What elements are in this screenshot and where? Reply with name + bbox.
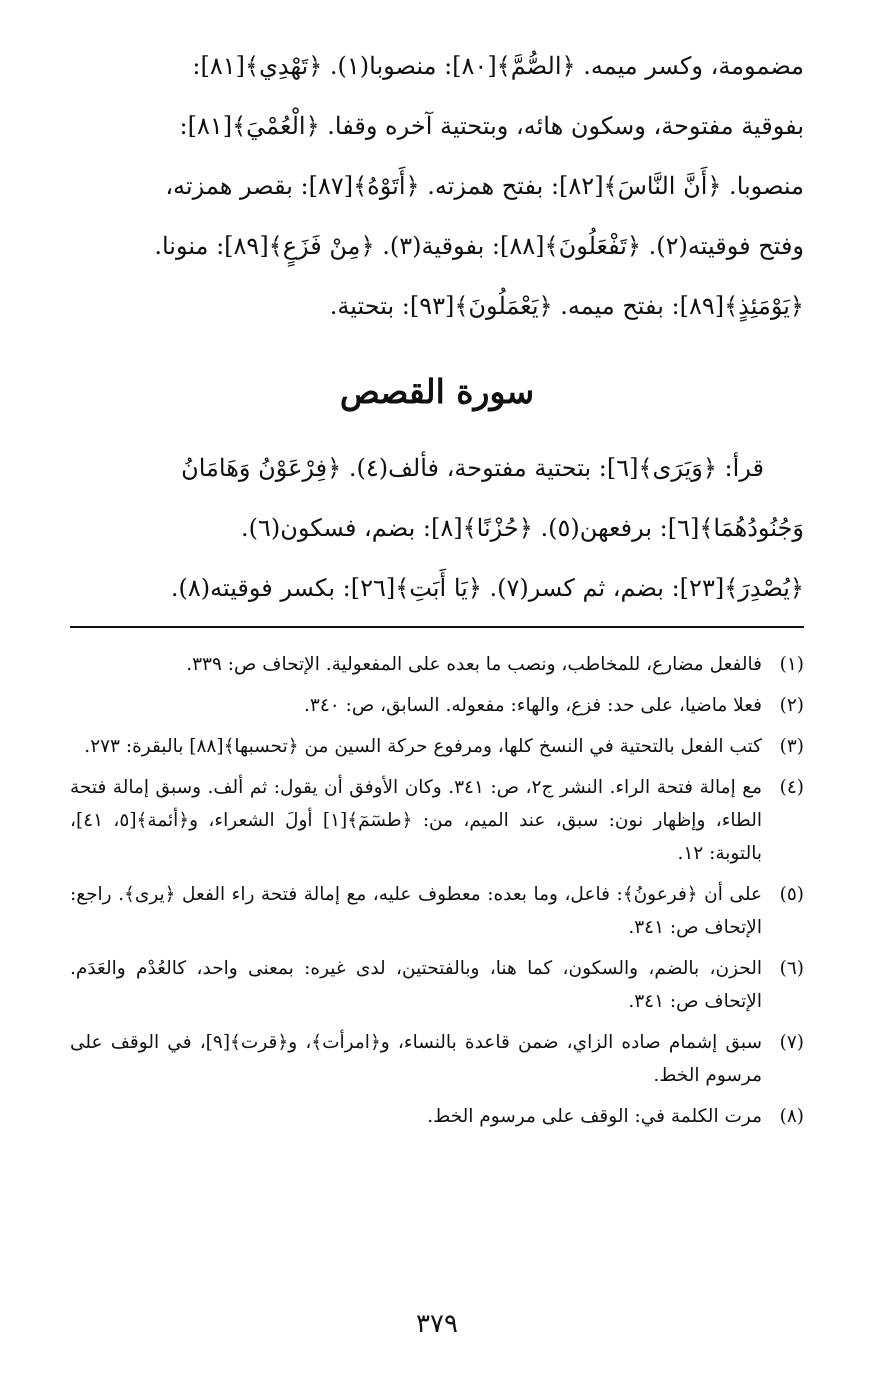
footnote-text: سبق إشمام صاده الزاي، ضمن قاعدة بالنساء، و﴿امرأت﴾، و﴿قرت﴾[٩]، في الوقف على مرسوم الخط. (70, 1032, 762, 1086)
footnote-number: (٥) (779, 884, 804, 905)
text-line: بفوقية مفتوحة، وسكون هائه، وبتحتية آخره وقفا. ﴿الْعُمْيَ﴾[٨١]: (179, 112, 804, 140)
footnote-text: كتب الفعل بالتحتية في النسخ كلها، ومرفوع حركة السين من ﴿تحسبها﴾[٨٨] بالبقرة: ٢٧٣. (84, 736, 762, 757)
footnote (70, 648, 804, 681)
document-page (70, 36, 804, 1349)
surah-heading: سورة القصص (339, 372, 535, 411)
text-line: وَجُنُودُهُمَا﴾[٦]: برفعهن(٥). ﴿حُزْنًا﴾[٨]: بضم، فسكون(٦). (241, 514, 804, 542)
footnote-number: (٦) (779, 958, 804, 979)
footnote-number: (٨) (779, 1106, 804, 1127)
footnote (70, 771, 804, 870)
footnote-text: مع إمالة فتحة الراء. النشر ج٢، ص: ٣٤١. وكان الأوفق أن يقول: ثم ألف. وسبق إمالة فتحة الطاء، وإظهار نون: سبق، عند الميم، من: ﴿طسٓمٓ﴾[١] أولَ الشعراء، و﴿أئمة﴾[٥، ٤١]، بالتوبة: ١٢. (70, 777, 763, 864)
text-line: ﴿يُصْدِرَ﴾[٢٣]: بضم، ثم كسر(٧). ﴿يَا أَبَتِ﴾[٢٦]: بكسر فوقيته(٨). (170, 574, 804, 602)
footnote-text: فالفعل مضارع، للمخاطب، ونصب ما بعده على المفعولية. الإتحاف ص: ٣٣٩. (186, 654, 762, 675)
text-line: منصوبا. ﴿أَنَّ النَّاسَ﴾[٨٢]: بفتح همزته. ﴿أَتَوْهُ﴾[٨٧]: بقصر همزته، (165, 172, 804, 200)
footnotes-section (70, 648, 804, 1133)
text-line: مضمومة، وكسر ميمه. ﴿الصُّمَّ﴾[٨٠]: منصوبا(١). ﴿تَهْدِي﴾[٨١]: (192, 52, 804, 80)
text-line: وفتح فوقيته(٢). ﴿تَفْعَلُونَ﴾[٨٨]: بفوقية(٣). ﴿مِنْ فَزَعٍ﴾[٨٩]: منونا. (154, 232, 804, 260)
footnote-number: (٣) (779, 736, 804, 757)
footnote-number: (١) (779, 654, 804, 675)
continued-text-block (70, 36, 804, 336)
surah-text-block (70, 438, 804, 628)
footnote-text: الحزن، بالضم، والسكون، كما هنا، وبالفتحتين، لدى غيره: بمعنى واحد، كالعُدْم والعَدَم. الإتحاف ص: ٣٤١. (70, 958, 762, 1012)
footnote-number: (٧) (779, 1032, 804, 1053)
footnote (70, 730, 804, 763)
text-line: ﴿يَوْمَئِذٍ﴾[٨٩]: بفتح ميمه. ﴿يَعْمَلُونَ﴾[٩٣]: بتحتية. (329, 292, 804, 320)
footnote (70, 878, 804, 944)
footnote-number: (٢) (779, 695, 804, 716)
text-line: قرأ: ﴿وَيَرَى﴾[٦]: بتحتية مفتوحة، فألف(٤). ﴿فِرْعَوْنُ وَهَامَانُ (181, 454, 764, 482)
footnote (70, 1100, 804, 1133)
footnote-text: على أن ﴿فرعونُ﴾: فاعل، وما بعده: معطوف عليه، مع إمالة فتحة راء الفعل ﴿يرى﴾. راجع: الإتحاف ص: ٣٤١. (70, 884, 762, 938)
footnote-text: فعلا ماضيا، على حد: فزع، والهاء: مفعوله. السابق، ص: ٣٤٠. (304, 695, 762, 716)
page-number: ٣٧٩ (416, 1309, 458, 1339)
footnote (70, 1026, 804, 1092)
footnote-number: (٤) (779, 777, 804, 798)
footnote-text: مرت الكلمة في: الوقف على مرسوم الخط. (427, 1106, 762, 1127)
footnote (70, 952, 804, 1018)
footnote (70, 689, 804, 722)
